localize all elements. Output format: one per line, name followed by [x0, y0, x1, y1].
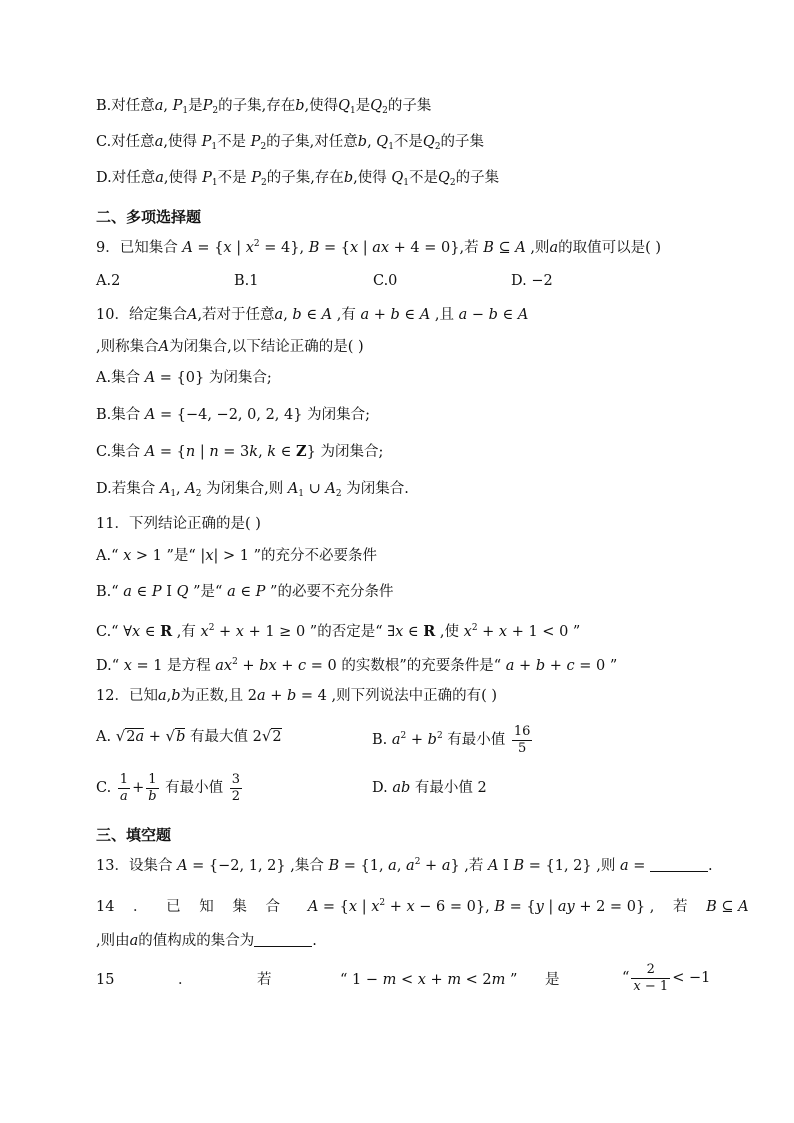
q9-stem: 9．已知集合 A = {x | $x^2 = 4$}, B = {x | ax + 4 = 0},若 B ⊆ A ,则a的取值可以是( ) [96, 239, 662, 256]
q12-stem: 12．已知a,b为正数,且 2a + b = 4 ,则下列说法中正确的有( ) [96, 688, 498, 704]
q14-answer-blank[interactable] [254, 932, 312, 947]
section-title-fill-in: 三、填空题 [96, 826, 172, 844]
q13-answer-blank[interactable] [650, 857, 708, 872]
q15-shi: 是 [545, 972, 560, 988]
q15-number: 15 [96, 972, 115, 988]
q12-option-b: B. $a^2 + b^2$ 有最小值 $\frac{16}{5}$ [372, 723, 531, 756]
q10-option-b: B.集合 A = {−4, −2, 0, 2, 4} 为闭集合; [96, 407, 370, 423]
q15-condition-2: “ $\frac{2}{x - 1}$ < −1 [622, 961, 711, 994]
q9-option-d: D. −2 [511, 273, 553, 289]
q11-option-b: B.“ a ∈ P I Q ”是“ a ∈ P ”的必要不充分条件 [96, 584, 394, 600]
q10-stem-line1: 10．给定集合A,若对于任意a, b ∈ A ,有 a + b ∈ A ,且 a − b ∈ A [96, 307, 529, 323]
q12-option-d: D. ab 有最小值 2 [372, 780, 487, 796]
q13-stem: 13．设集合 A = {−2, 1, 2} ,集合 B = {1, a, $a^2 + a$} ,若 A I B = {1, 2} ,则 a = . [96, 857, 713, 874]
q11-option-a: A.“ x > 1 ”是“ |x| > 1 ”的充分不必要条件 [96, 548, 378, 564]
q8-option-c: C.对任意a,使得 $P_1$不是 $P_2$的子集,对任意b, $Q_1$不是$Q_2$的子集 [96, 134, 485, 152]
q11-option-d: D.“ x = 1 是方程 $ax^2$ + bx + c = 0 的实数根”的充要条件是“ a + b + c = 0 ” [96, 657, 618, 674]
section-title-multiple-choice: 二、多项选择题 [96, 208, 202, 226]
q11-option-c: C.“ ∀x ∈ R ,有 $x^2 + x + 1 \ge 0$ ”的否定是“ ∃x ∈ R ,使 $x^2 + x + 1 < 0$ ” [96, 623, 581, 640]
q11-stem: 11．下列结论正确的是( ) [96, 516, 261, 532]
q8-option-b: B.对任意a, $P_1$是$P_2$的子集,存在b,使得$Q_1$是$Q_2$的子集 [96, 98, 432, 116]
q15-ruo: 若 [257, 972, 272, 988]
q8-option-d: D.对任意a,使得 $P_1$不是 $P_2$的子集,存在b,使得 $Q_1$不是$Q_2$的子集 [96, 170, 500, 188]
q15-dot: ． [178, 972, 193, 988]
q10-option-c: C.集合 A = {n | n = 3k, k ∈ Z} 为闭集合; [96, 443, 384, 460]
q14-stem-line1: 14 ． 已 知 集 合 A = {x | $x^2 + x - 6 = 0$}, B = {y | ay + 2 = 0} , 若 B ⊆ A [96, 898, 749, 915]
q9-option-c: C.0 [373, 273, 398, 289]
q9-option-b: B.1 [234, 273, 259, 289]
q10-option-d: D.若集合 $A_1$, $A_2$ 为闭集合,则 $A_1$ ∪ $A_2$ 为闭集合. [96, 481, 409, 499]
q10-option-a: A.集合 A = {0} 为闭集合; [96, 370, 272, 386]
q10-stem-line2: ,则称集合A为闭集合,以下结论正确的是( ) [96, 339, 364, 355]
q12-option-c: C. $\frac{1}{a}$ + $\frac{1}{b}$ 有最小值 $\frac{3}{2}$ [96, 771, 241, 804]
q9-option-a: A.2 [96, 273, 121, 289]
q14-stem-line2: ,则由a的值构成的集合为 . [96, 933, 317, 949]
q12-option-a: A. √2a + √b 有最大值 2√2 [96, 727, 282, 745]
q15-condition-1: “ 1 − m < x + m < 2m ” [340, 972, 518, 988]
